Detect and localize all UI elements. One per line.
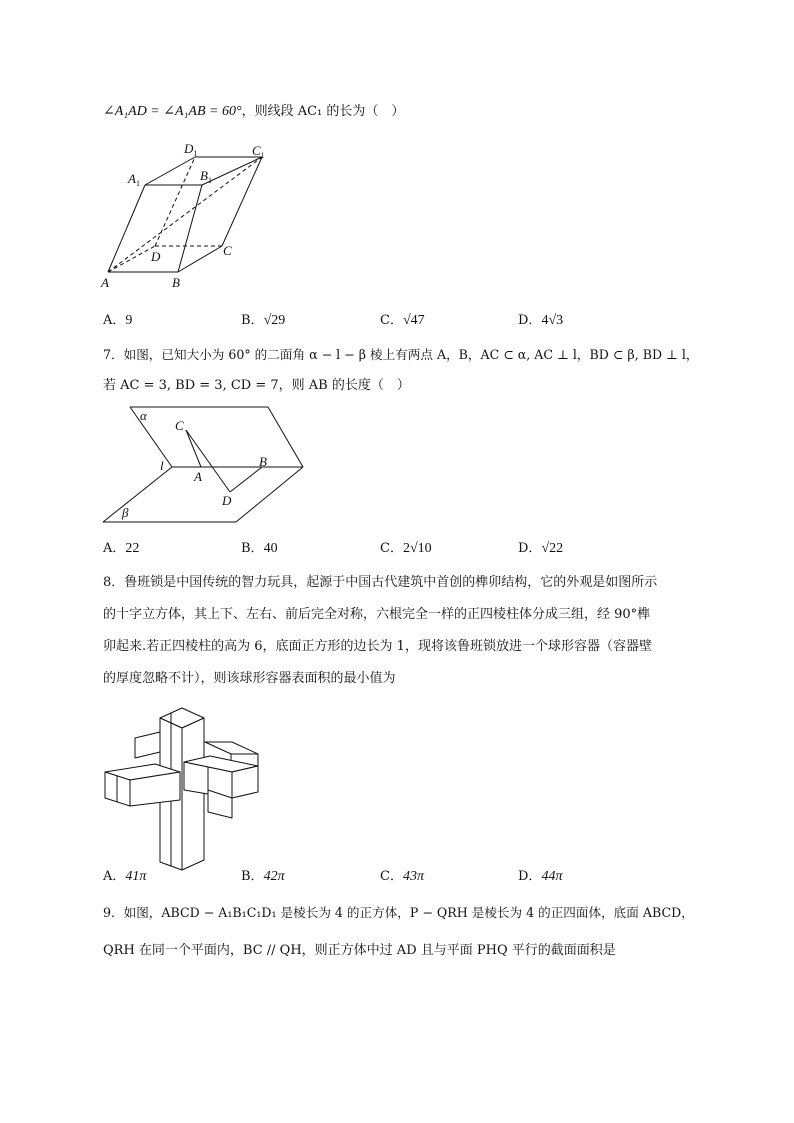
q8-line-3: 卯起来.若正四棱柱的高为 6，底面正方形的边长为 1，现将该鲁班锁放进一个球形容器（容器壁 [103, 639, 652, 654]
q6-angle-equation: ∠A₁AD = ∠A₁AB = 60° [103, 104, 242, 119]
label-D: D [151, 249, 161, 264]
label-A1: $A_1$ [128, 171, 140, 188]
q7-line-1: 7．如图，已知大小为 60° 的二面角 α − l − β 棱上有两点 A，B，AC ⊂ α, AC ⊥ l，BD ⊂ β, BD ⊥ l， [103, 347, 699, 362]
q9-line-1: 9．如图，ABCD − A₁B₁C₁D₁ 是棱长为 4 的正方体，P − QRH 是棱长为 4 的正四面体，底面 ABCD， [103, 905, 694, 920]
q7-option-b[interactable]: B．40 [241, 541, 278, 556]
q6-option-d[interactable]: D．4√3 [518, 313, 564, 328]
q6-option-c[interactable]: C．√47 [380, 313, 425, 328]
label-C7: C [175, 418, 184, 433]
q6-condition-line [103, 102, 404, 122]
label-B7: B [259, 454, 267, 469]
label-D7: D [222, 493, 232, 508]
q7-option-a[interactable]: A．22 [103, 541, 140, 556]
label-l: l [160, 458, 164, 473]
label-alpha: α [140, 408, 147, 423]
q8-option-c[interactable]: C．43π [380, 869, 424, 884]
q7-line-2: 若 AC = 3, BD = 3, CD = 7，则 AB 的长度（ ） [103, 378, 410, 393]
q8-option-d[interactable]: D．44π [518, 869, 563, 884]
q9-line-2: QRH 在同一个平面内，BC // QH，则正方体中过 AD 且与平面 PHQ 平行的截面面积是 [103, 943, 616, 958]
q7-option-c[interactable]: C．2√10 [380, 541, 432, 556]
label-D1: $D_1$ [184, 141, 198, 158]
label-B: B [172, 275, 180, 290]
q8-option-b[interactable]: B．42π [241, 869, 285, 884]
label-C: C [223, 243, 232, 258]
label-A: A [101, 275, 109, 290]
q8-line-2: 的十字立方体，其上下、左右、前后完全对称，六根完全一样的正四棱柱体分成三组，经 90°榫 [103, 607, 651, 622]
q8-line-1: 8．鲁班锁是中国传统的智力玩具，起源于中国古代建筑中首创的榫卯结构，它的外观是如图所示 [103, 575, 658, 590]
q8-option-a[interactable]: A．41π [103, 869, 147, 884]
label-beta: β [122, 505, 129, 520]
q8-line-4: 的厚度忽略不计），则该球形容器表面积的最小值为 [103, 671, 396, 686]
q6-option-a[interactable]: A．9 [103, 313, 133, 328]
q6-question-text: ，则线段 AC₁ 的长为（ ） [241, 104, 405, 119]
q7-option-d[interactable]: D．√22 [518, 541, 564, 556]
label-A7: A [194, 469, 202, 484]
q6-option-b[interactable]: B．√29 [241, 313, 286, 328]
label-B1: $B_1$ [200, 168, 212, 185]
label-C1: $C_1$ [252, 143, 265, 160]
